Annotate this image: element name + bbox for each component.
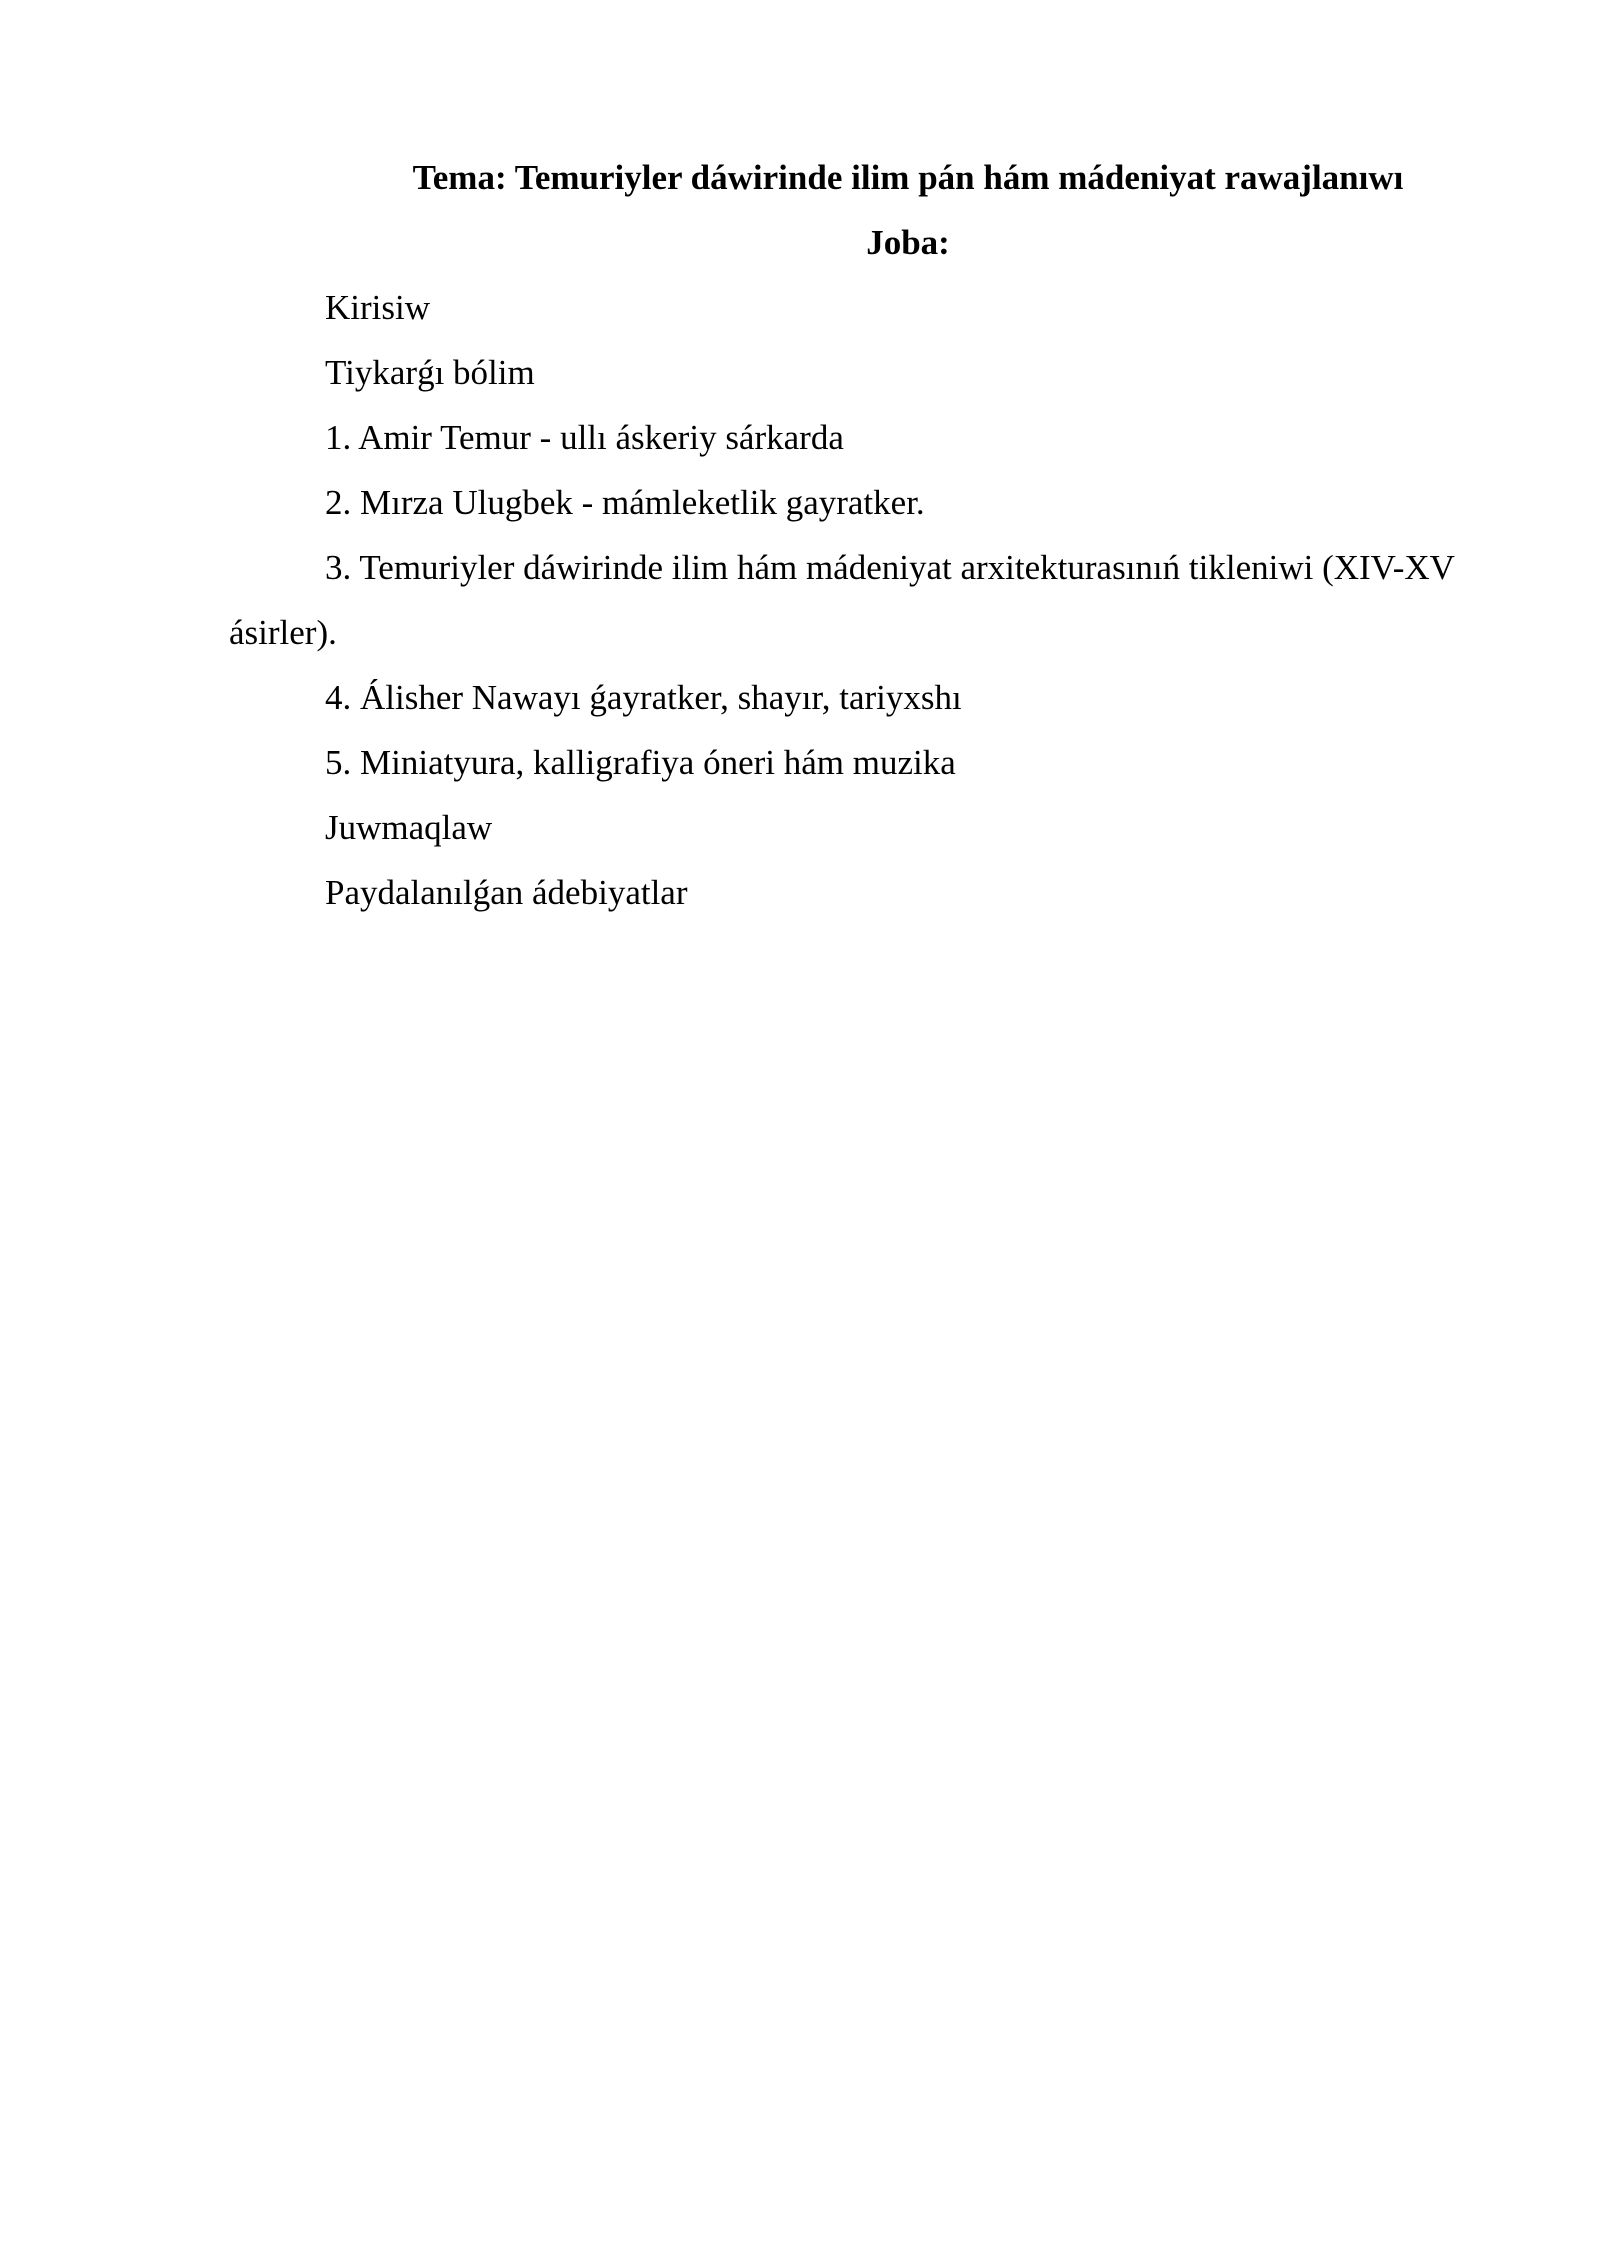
plan-list (229, 275, 1491, 925)
plan-item-introduction: Kirisiw (325, 288, 430, 327)
plan-item-conclusion: Juwmaqlaw (325, 808, 493, 847)
plan-item-5: 5. Miniatyura, kalligrafiya óneri hám muzika (325, 743, 956, 782)
plan-item-1: 1. Amir Temur - ullı áskeriy sárkarda (325, 418, 844, 457)
plan-item-3: 3. Temuriyler dáwirinde ilim hám mádeniyat arxitekturasınıń tikleniwi (XIV-XV ásirler). (229, 548, 1455, 652)
plan-item-2: 2. Mırza Ulugbek - mámleketlik gayratker. (325, 483, 925, 522)
plan-item-main-part: Tiykarǵı bólim (325, 353, 535, 392)
plan-heading: Joba: (866, 223, 950, 262)
document-title: Tema: Temuriyler dáwirinde ilim pán hám mádeniyat rawajlanıwı (412, 158, 1404, 197)
document-body (229, 145, 1491, 925)
plan-item-references: Paydalanılǵan ádebiyatlar (325, 873, 688, 912)
plan-item-4: 4. Álisher Nawayı ǵayratker, shayır, tariyxshı (325, 678, 962, 717)
